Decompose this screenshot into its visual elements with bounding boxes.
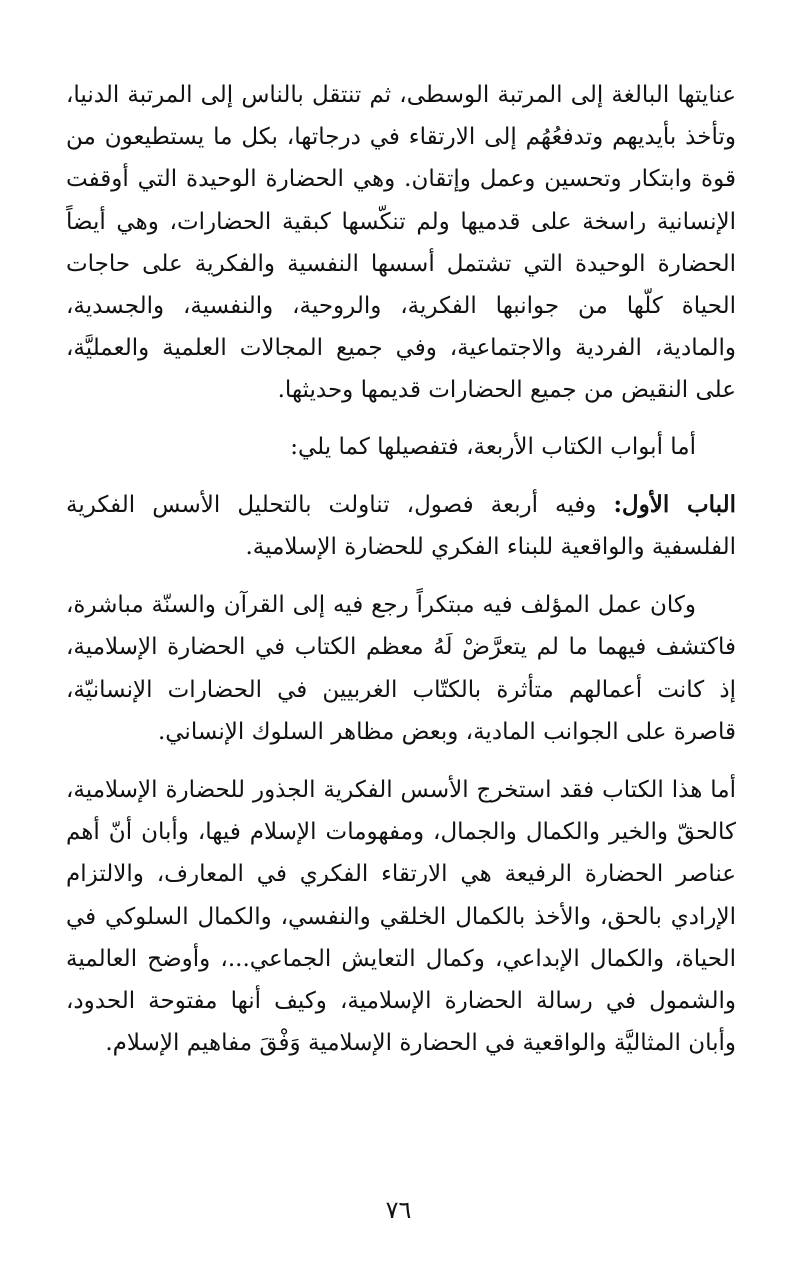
paragraph-1: عنايتها البالغة إلى المرتبة الوسطى، ثم تنتقل بالناس إلى المرتبة الدنيا، وتأخذ بأيديهم وتدفعُهُم إلى الارتقاء في درجاتها، بكل ما يستطيعون من قوة وابتكار وتحسين وعمل وإتقان. وهي الحضارة الوحيدة التي أوقفت الإنسانية راسخة على قدميها ولم تنكّسها كبقية الحضارات، وهي أيضاً الحضارة الوحيدة التي تشتمل أسسها النفسية والفكرية على حاجات الحياة كلّها من جوانبها الفكرية، والروحية، والنفسية، والجسدية، والمادية، الفردية والاجتماعية، وفي جميع المجالات العلمية والعمليَّة، على النقيض من جميع الحضارات قديمها وحديثها. [66, 82, 736, 404]
paragraph-2: أما أبواب الكتاب الأربعة، فتفصيلها كما يلي: [290, 433, 696, 460]
paragraph-3 [66, 484, 736, 568]
paragraph-5: أما هذا الكتاب فقد استخرج الأسس الفكرية الجذور للحضارة الإسلامية، كالحقّ والخير والكمال والجمال، ومفهومات الإسلام فيها، وأبان أنّ أهم عناصر الحضارة الرفيعة هي الارتقاء الفكري في المعارف، والالتزام الإرادي بالحق، والأخذ بالكمال الخلقي والنفسي، والكمال السلوكي في الحياة، والكمال الإبداعي، وكمال التعايش الجماعي...، وأوضح العالمية والشمول في رسالة الحضارة الإسلامية، وكيف أنها مفتوحة الحدود، وأبان المثاليَّة والواقعية في الحضارة الإسلامية وَفْقَ مفاهيم الإسلام. [66, 777, 736, 1057]
page-number: ٧٦ [385, 1196, 412, 1224]
paragraph-4: وكان عمل المؤلف فيه مبتكراً رجع فيه إلى القرآن والسنّة مباشرة، فاكتشف فيهما ما لم يتعرَّضْ لَهُ معظم الكتاب في الحضارة الإسلامية، إذ كانت أعمالهم متأثرة بالكتّاب الغربيين في الحضارات الإنسانيّة، قاصرة على الجوانب المادية، وبعض مظاهر السلوك الإنساني. [66, 592, 736, 745]
chapter-one-text: وفيه أربعة فصول، تناولت بالتحليل الأسس الفكرية الفلسفية والواقعية للبناء الفكري للحضارة الإسلامية. [66, 491, 736, 561]
page-body [66, 74, 736, 1064]
chapter-one-label: الباب الأول: [613, 490, 736, 518]
